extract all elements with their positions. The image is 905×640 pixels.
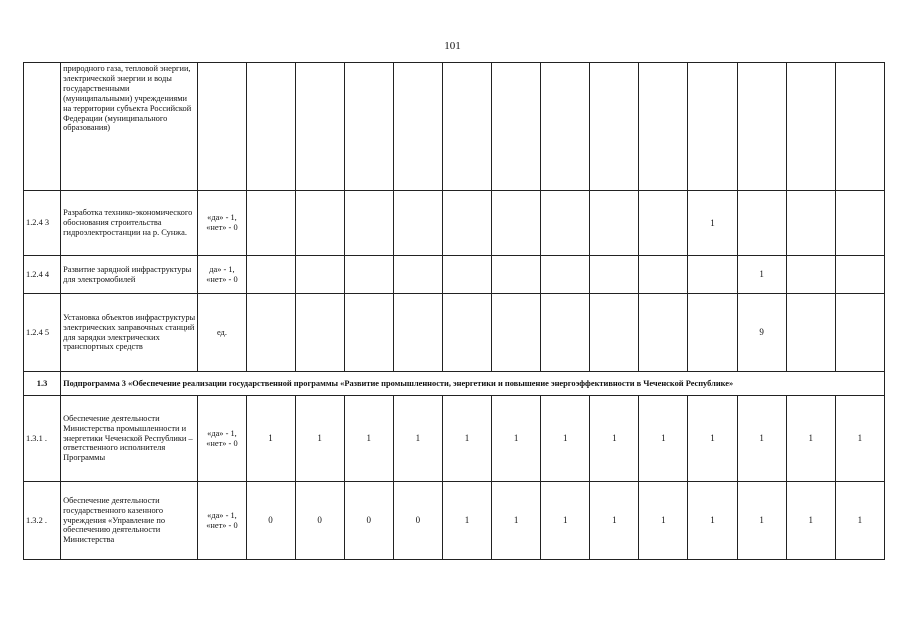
indicator-name: Обеспечение деятельности государственного казенного учреждения «Управление по обеспечению деятельности Министерства bbox=[61, 482, 198, 560]
value-cell: 1 bbox=[737, 482, 786, 560]
value-cell bbox=[393, 63, 442, 191]
value-cell: 1 bbox=[246, 396, 295, 482]
value-cell bbox=[295, 256, 344, 294]
value-cell bbox=[393, 191, 442, 256]
value-cell: 1 bbox=[737, 396, 786, 482]
page-number: 101 bbox=[444, 40, 461, 52]
value-cell: 1 bbox=[688, 191, 737, 256]
value-cell: 1 bbox=[442, 482, 491, 560]
value-cell: 1 bbox=[541, 482, 590, 560]
value-cell bbox=[442, 294, 491, 372]
value-cell: 0 bbox=[295, 482, 344, 560]
value-cell bbox=[639, 191, 688, 256]
value-cell: 1 bbox=[492, 482, 541, 560]
value-cell: 1 bbox=[786, 482, 835, 560]
value-cell bbox=[492, 191, 541, 256]
value-cell bbox=[835, 256, 884, 294]
subprogram-row bbox=[24, 372, 885, 396]
value-cell bbox=[442, 191, 491, 256]
table-row bbox=[24, 482, 885, 560]
row-number: 1.3.2 . bbox=[24, 482, 61, 560]
value-cell bbox=[344, 294, 393, 372]
value-cell bbox=[639, 63, 688, 191]
table-row bbox=[24, 63, 885, 191]
unit-of-measure: «да» - 1, «нет» - 0 bbox=[198, 482, 246, 560]
value-cell: 1 bbox=[590, 396, 639, 482]
value-cell bbox=[246, 256, 295, 294]
indicator-name: Развитие зарядной инфраструктуры для электромобилей bbox=[61, 256, 198, 294]
indicator-name: Обеспечение деятельности Министерства промышленности и энергетики Чеченской Республики – ответственного исполнителя Программы bbox=[61, 396, 198, 482]
value-cell bbox=[344, 191, 393, 256]
value-cell: 1 bbox=[344, 396, 393, 482]
row-number: 1.3.1 . bbox=[24, 396, 61, 482]
value-cell bbox=[393, 256, 442, 294]
table-body bbox=[24, 63, 885, 560]
value-cell bbox=[442, 256, 491, 294]
value-cell bbox=[246, 63, 295, 191]
indicator-name: Разработка технико-экономического обоснования строительства гидроэлектростанции на р. Сунжа. bbox=[61, 191, 198, 256]
value-cell bbox=[295, 191, 344, 256]
subprogram-number: 1.3 bbox=[24, 372, 61, 396]
value-cell: 1 bbox=[835, 482, 884, 560]
value-cell bbox=[786, 294, 835, 372]
value-cell bbox=[835, 63, 884, 191]
value-cell: 1 bbox=[786, 396, 835, 482]
row-number: 1.2.4 5 bbox=[24, 294, 61, 372]
unit-of-measure bbox=[198, 63, 246, 191]
value-cell bbox=[393, 294, 442, 372]
value-cell: 1 bbox=[737, 256, 786, 294]
row-number: 1.2.4 3 bbox=[24, 191, 61, 256]
indicator-name: Установка объектов инфраструктуры электрических заправочных станций для зарядки электрических транспортных средств bbox=[61, 294, 198, 372]
subprogram-title: Подпрограмма 3 «Обеспечение реализации государственной программы «Развитие промышленности, энергетики и повышение энергоэффективности в Чеченской Республике» bbox=[61, 372, 885, 396]
unit-of-measure: да» - 1, «нет» - 0 bbox=[198, 256, 246, 294]
value-cell bbox=[688, 294, 737, 372]
value-cell: 9 bbox=[737, 294, 786, 372]
table-row bbox=[24, 294, 885, 372]
value-cell: 1 bbox=[492, 396, 541, 482]
value-cell bbox=[737, 191, 786, 256]
value-cell: 1 bbox=[639, 396, 688, 482]
value-cell bbox=[590, 63, 639, 191]
value-cell bbox=[590, 294, 639, 372]
table-row bbox=[24, 191, 885, 256]
value-cell bbox=[541, 191, 590, 256]
value-cell bbox=[246, 294, 295, 372]
value-cell: 1 bbox=[541, 396, 590, 482]
value-cell bbox=[246, 191, 295, 256]
value-cell: 0 bbox=[246, 482, 295, 560]
row-number: 1.2.4 4 bbox=[24, 256, 61, 294]
value-cell bbox=[541, 256, 590, 294]
value-cell bbox=[590, 191, 639, 256]
value-cell: 1 bbox=[442, 396, 491, 482]
value-cell bbox=[835, 294, 884, 372]
value-cell bbox=[541, 63, 590, 191]
value-cell bbox=[344, 256, 393, 294]
unit-of-measure: «да» - 1, «нет» - 0 bbox=[198, 191, 246, 256]
value-cell: 0 bbox=[393, 482, 442, 560]
value-cell bbox=[344, 63, 393, 191]
value-cell bbox=[492, 63, 541, 191]
value-cell bbox=[688, 63, 737, 191]
value-cell bbox=[786, 63, 835, 191]
value-cell bbox=[295, 63, 344, 191]
indicator-table bbox=[23, 62, 885, 560]
value-cell: 1 bbox=[295, 396, 344, 482]
value-cell: 0 bbox=[344, 482, 393, 560]
unit-of-measure: ед. bbox=[198, 294, 246, 372]
value-cell bbox=[492, 256, 541, 294]
value-cell: 1 bbox=[639, 482, 688, 560]
value-cell bbox=[688, 256, 737, 294]
value-cell bbox=[295, 294, 344, 372]
unit-of-measure: «да» - 1, «нет» - 0 bbox=[198, 396, 246, 482]
value-cell: 1 bbox=[393, 396, 442, 482]
indicator-name: природного газа, тепловой энергии, электрической энергии и воды государственными (муниципальными) учреждениями на территории субъекта Российской Федерации (муниципального образования) bbox=[61, 63, 198, 191]
value-cell bbox=[835, 191, 884, 256]
value-cell bbox=[442, 63, 491, 191]
value-cell: 1 bbox=[835, 396, 884, 482]
value-cell: 1 bbox=[688, 396, 737, 482]
value-cell bbox=[737, 63, 786, 191]
value-cell bbox=[786, 256, 835, 294]
row-number bbox=[24, 63, 61, 191]
value-cell: 1 bbox=[590, 482, 639, 560]
value-cell bbox=[492, 294, 541, 372]
value-cell bbox=[541, 294, 590, 372]
value-cell bbox=[639, 294, 688, 372]
value-cell bbox=[590, 256, 639, 294]
value-cell: 1 bbox=[688, 482, 737, 560]
table-row bbox=[24, 396, 885, 482]
value-cell bbox=[639, 256, 688, 294]
value-cell bbox=[786, 191, 835, 256]
table-row bbox=[24, 256, 885, 294]
